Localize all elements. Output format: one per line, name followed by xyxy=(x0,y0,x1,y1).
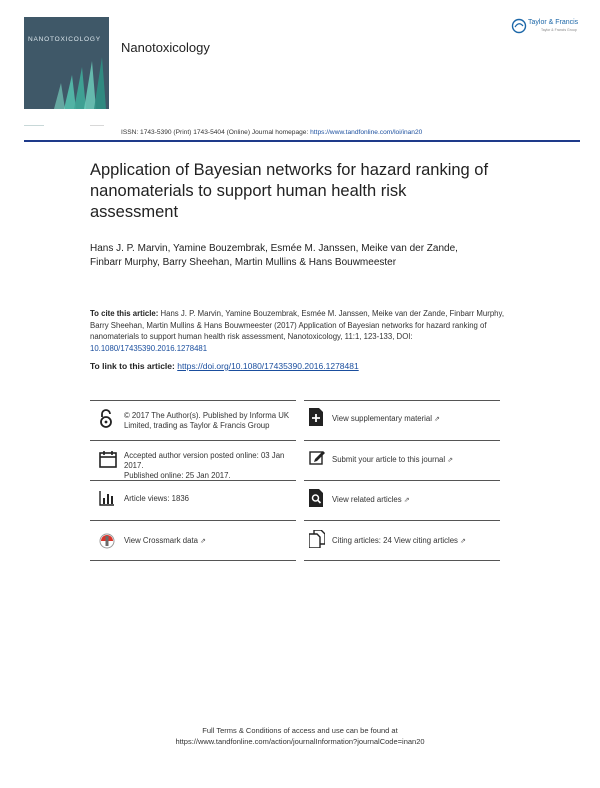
citing-label: Citing articles: 24 View citing articles xyxy=(332,536,458,545)
citation xyxy=(90,308,510,354)
dates xyxy=(124,451,296,482)
external-link-icon: ⇗ xyxy=(447,457,454,464)
grid-divider xyxy=(304,480,500,481)
citation-text: Hans J. P. Marvin, Yamine Bouzembrak, Esmée M. Janssen, Meike van der Zande, Finbarr Murphy, Barry Sheehan, Martin Mullins & Hans Bouwmeester (2017) Application of Bayesian networks for hazard ranking of nanomaterials to support human health risk assessment, Nanotoxicology, 11:1, 123-133, DOI: xyxy=(90,309,504,342)
grid-divider xyxy=(90,400,296,401)
published-date: Published online: 25 Jan 2017. xyxy=(124,471,231,481)
citation-doi-link[interactable]: 10.1080/17435390.2016.1278481 xyxy=(90,343,208,353)
grid-divider xyxy=(90,440,296,441)
article-views: Article views: 1836 xyxy=(124,494,190,503)
publisher-sub: Taylor & Francis Group xyxy=(541,28,577,32)
article-doi-url[interactable]: https://doi.org/10.1080/17435390.2016.1278481 xyxy=(177,361,359,371)
submit-label: Submit your article to this journal xyxy=(332,455,446,464)
article-link xyxy=(90,361,359,371)
supplementary-icon xyxy=(309,408,323,426)
external-link-icon: ⇗ xyxy=(434,416,441,423)
external-link-icon: ⇗ xyxy=(200,538,206,545)
publisher-logo[interactable] xyxy=(511,17,583,39)
article-link-label: To link to this article: xyxy=(90,361,178,371)
footer-terms: Full Terms & Conditions of access and use can be found at xyxy=(202,726,398,735)
license-text: © 2017 The Author(s). Published by Informa UK Limited, trading as Taylor & Francis Group xyxy=(124,411,290,431)
grid-divider xyxy=(304,520,500,521)
header-rule xyxy=(24,140,580,142)
citation-label: To cite this article: xyxy=(90,309,161,318)
journal-cover-image xyxy=(24,17,109,109)
supplementary-label: View supplementary material xyxy=(332,414,432,423)
article-authors: Hans J. P. Marvin, Yamine Bouzembrak, Esmée M. Janssen, Meike van der Zande, Finbarr Murphy, Barry Sheehan, Martin Mullins & Hans Bouwmeester xyxy=(90,243,458,268)
bar-chart-icon xyxy=(99,490,115,506)
accepted-date: Accepted author version posted online: 03 Jan 2017. xyxy=(124,451,285,471)
crossmark-link[interactable] xyxy=(124,536,206,547)
external-link-icon: ⇗ xyxy=(460,538,467,545)
publisher-brand: Taylor & Francis xyxy=(528,19,579,26)
calendar-icon xyxy=(99,450,117,468)
journal-homepage-link[interactable]: https://www.tandfonline.com/loi/inan20 xyxy=(310,129,423,136)
open-access-icon xyxy=(99,409,113,429)
grid-divider xyxy=(304,400,500,401)
related-articles-icon xyxy=(309,489,323,507)
citing-articles-icon xyxy=(309,530,325,548)
publisher-logo-icon xyxy=(511,18,527,34)
footer-url[interactable]: https://www.tandfonline.com/action/journalInformation?journalCode=inan20 xyxy=(175,737,425,746)
cover-title: NANOTOXICOLOGY xyxy=(28,36,101,43)
crossmark-label: View Crossmark data xyxy=(124,536,198,545)
divider-mark xyxy=(90,125,104,126)
submit-edit-icon xyxy=(309,449,325,465)
grid-divider xyxy=(304,560,500,561)
journal-name[interactable]: Nanotoxicology xyxy=(121,40,210,55)
grid-divider xyxy=(90,560,296,561)
submit-article-link[interactable] xyxy=(332,455,453,466)
grid-divider xyxy=(304,440,500,441)
supplementary-link[interactable] xyxy=(332,414,440,425)
citing-articles-link[interactable] xyxy=(332,536,466,547)
related-label: View related articles xyxy=(332,495,402,504)
footer xyxy=(0,725,600,747)
grid-divider xyxy=(90,520,296,521)
issn-line xyxy=(121,129,422,136)
issn-text: ISSN: 1743-5390 (Print) 1743-5404 (Online) Journal homepage: xyxy=(121,129,311,136)
article-title: Application of Bayesian networks for hazard ranking of nanomaterials to support human health risk assessment xyxy=(90,161,489,221)
divider-mark xyxy=(24,125,44,126)
external-link-icon: ⇗ xyxy=(403,497,410,504)
crossmark-icon xyxy=(99,533,115,549)
cover-art xyxy=(24,17,109,109)
related-articles-link[interactable] xyxy=(332,495,410,506)
